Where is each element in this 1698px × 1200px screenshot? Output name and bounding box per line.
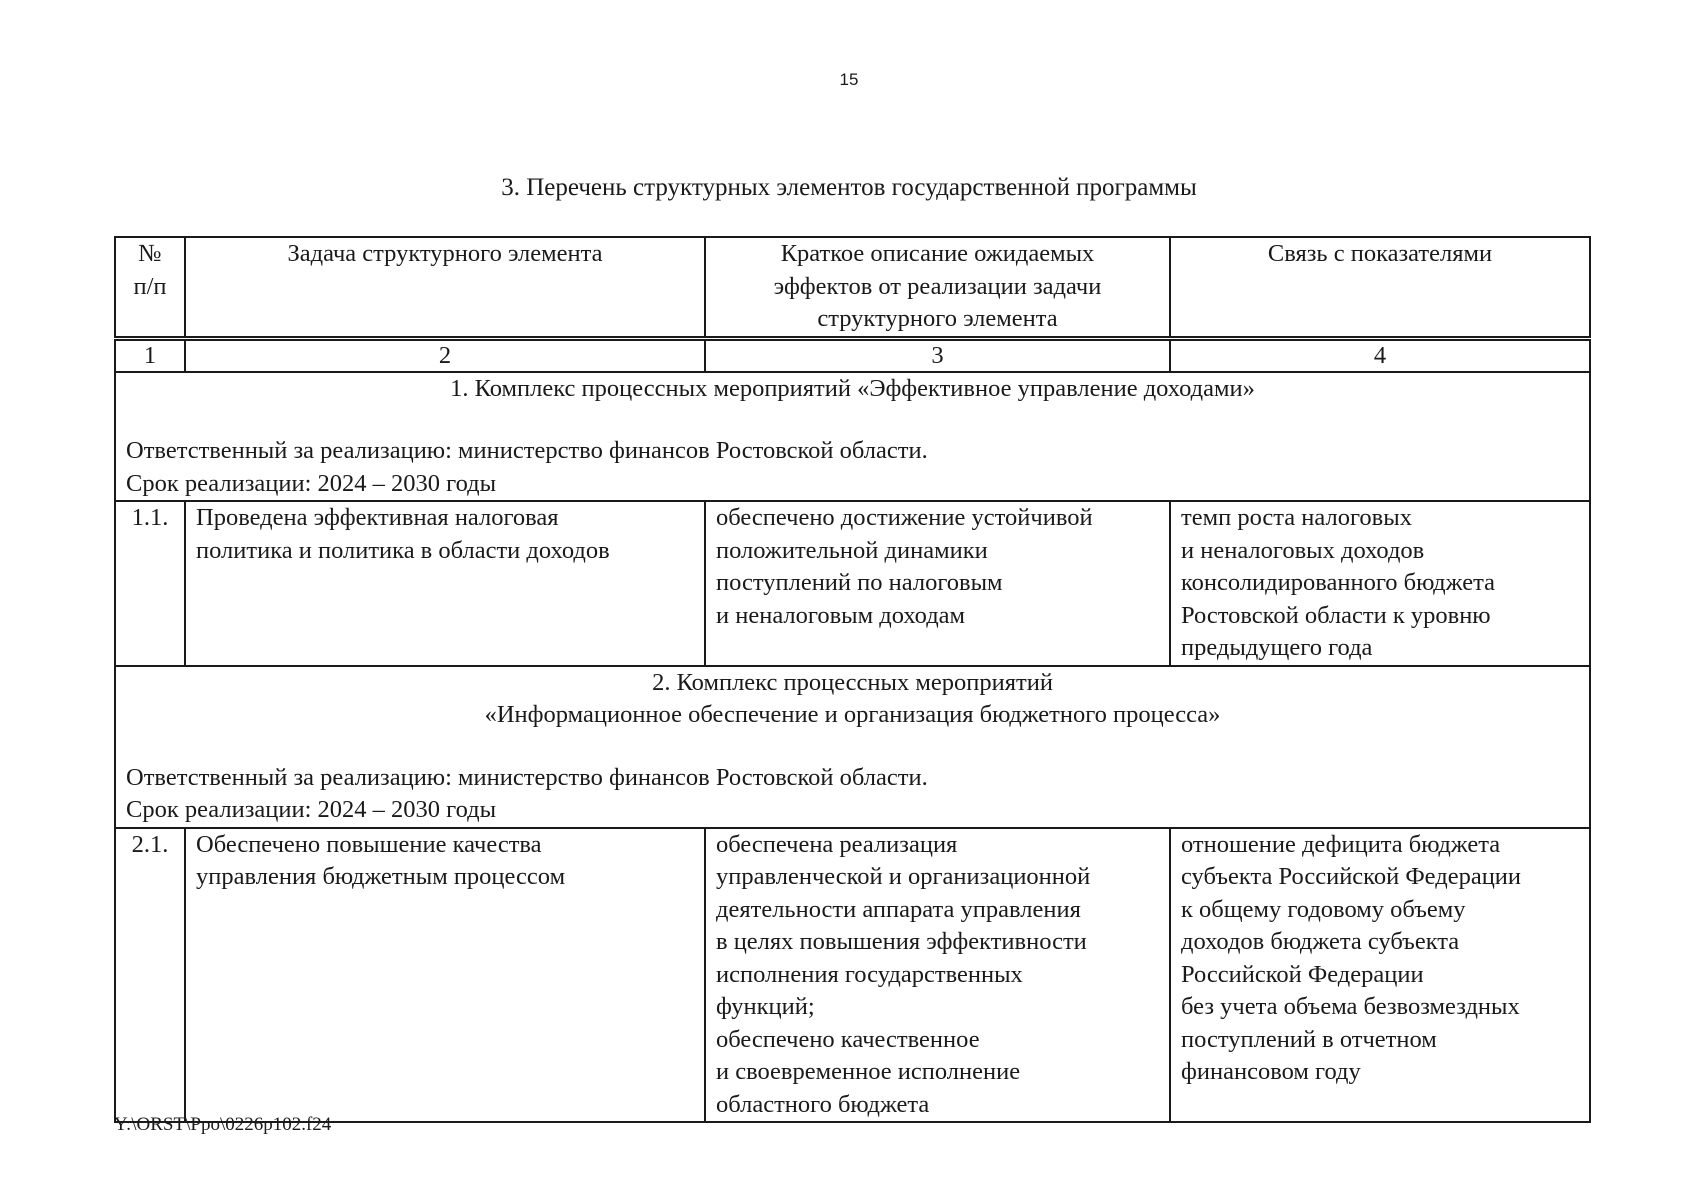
row-indicators: темп роста налоговых и неналоговых доходов консолидированного бюджета Ростовской области к уровню предыдущего года <box>1170 501 1590 666</box>
row-task: Проведена эффективная налоговая политика и политика в области доходов <box>185 501 705 666</box>
header-number: № п/п <box>115 237 185 338</box>
table-row <box>115 501 1590 666</box>
group-period: Срок реализации: 2024 – 2030 годы <box>126 796 497 823</box>
column-number: 4 <box>1170 338 1590 372</box>
group-title: 2. Комплекс процессных мероприятий «Информационное обеспечение и организация бюджетного процесса» <box>484 668 1221 728</box>
group-responsible: Ответственный за реализацию: министерство финансов Ростовской области. <box>126 763 928 791</box>
table-header-row <box>115 237 1590 338</box>
column-number: 2 <box>185 338 705 372</box>
section-title: 3. Перечень структурных элементов государственной программы <box>501 174 1197 201</box>
column-number: 1 <box>115 338 185 372</box>
row-number: 2.1. <box>115 828 185 1123</box>
page-number: 15 <box>839 70 859 89</box>
group-responsible: Ответственный за реализацию: министерство финансов Ростовской области. <box>126 437 928 464</box>
group-title: 1. Комплекс процессных мероприятий «Эффективное управление доходами» <box>450 374 1255 402</box>
group-cell <box>115 666 1590 828</box>
header-indicators: Связь с показателями <box>1170 237 1590 338</box>
row-effects: обеспечена реализация управленческой и организационной деятельности аппарата управления в целях повышения эффективности исполнения государственных функций; обеспечено качественное и своевременное исполнение областного бюджета <box>705 828 1170 1123</box>
file-path-footer: Y:\ORST\Ppo\0226p102.f24 <box>114 1114 332 1135</box>
row-number: 1.1. <box>115 501 185 666</box>
table-row <box>115 828 1590 1123</box>
column-numbers-row <box>115 338 1590 372</box>
column-number: 3 <box>705 338 1170 372</box>
header-effects: Краткое описание ожидаемых эффектов от реализации задачи структурного элемента <box>705 237 1170 338</box>
header-task: Задача структурного элемента <box>185 237 705 338</box>
group-row <box>115 372 1590 502</box>
row-task: Обеспечено повышение качества управления бюджетным процессом <box>185 828 705 1123</box>
structural-elements-table <box>114 236 1591 1123</box>
row-indicators: отношение дефицита бюджета субъекта Российской Федерации к общему годовому объему доходов бюджета субъекта Российской Федерации без учета объема безвозмездных поступлений в отчетном финансовом году <box>1170 828 1590 1123</box>
group-period: Срок реализации: 2024 – 2030 годы <box>126 469 497 497</box>
row-effects: обеспечено достижение устойчивой положительной динамики поступлений по налоговым и неналоговым доходам <box>705 501 1170 666</box>
group-cell <box>115 372 1590 502</box>
group-row <box>115 666 1590 828</box>
